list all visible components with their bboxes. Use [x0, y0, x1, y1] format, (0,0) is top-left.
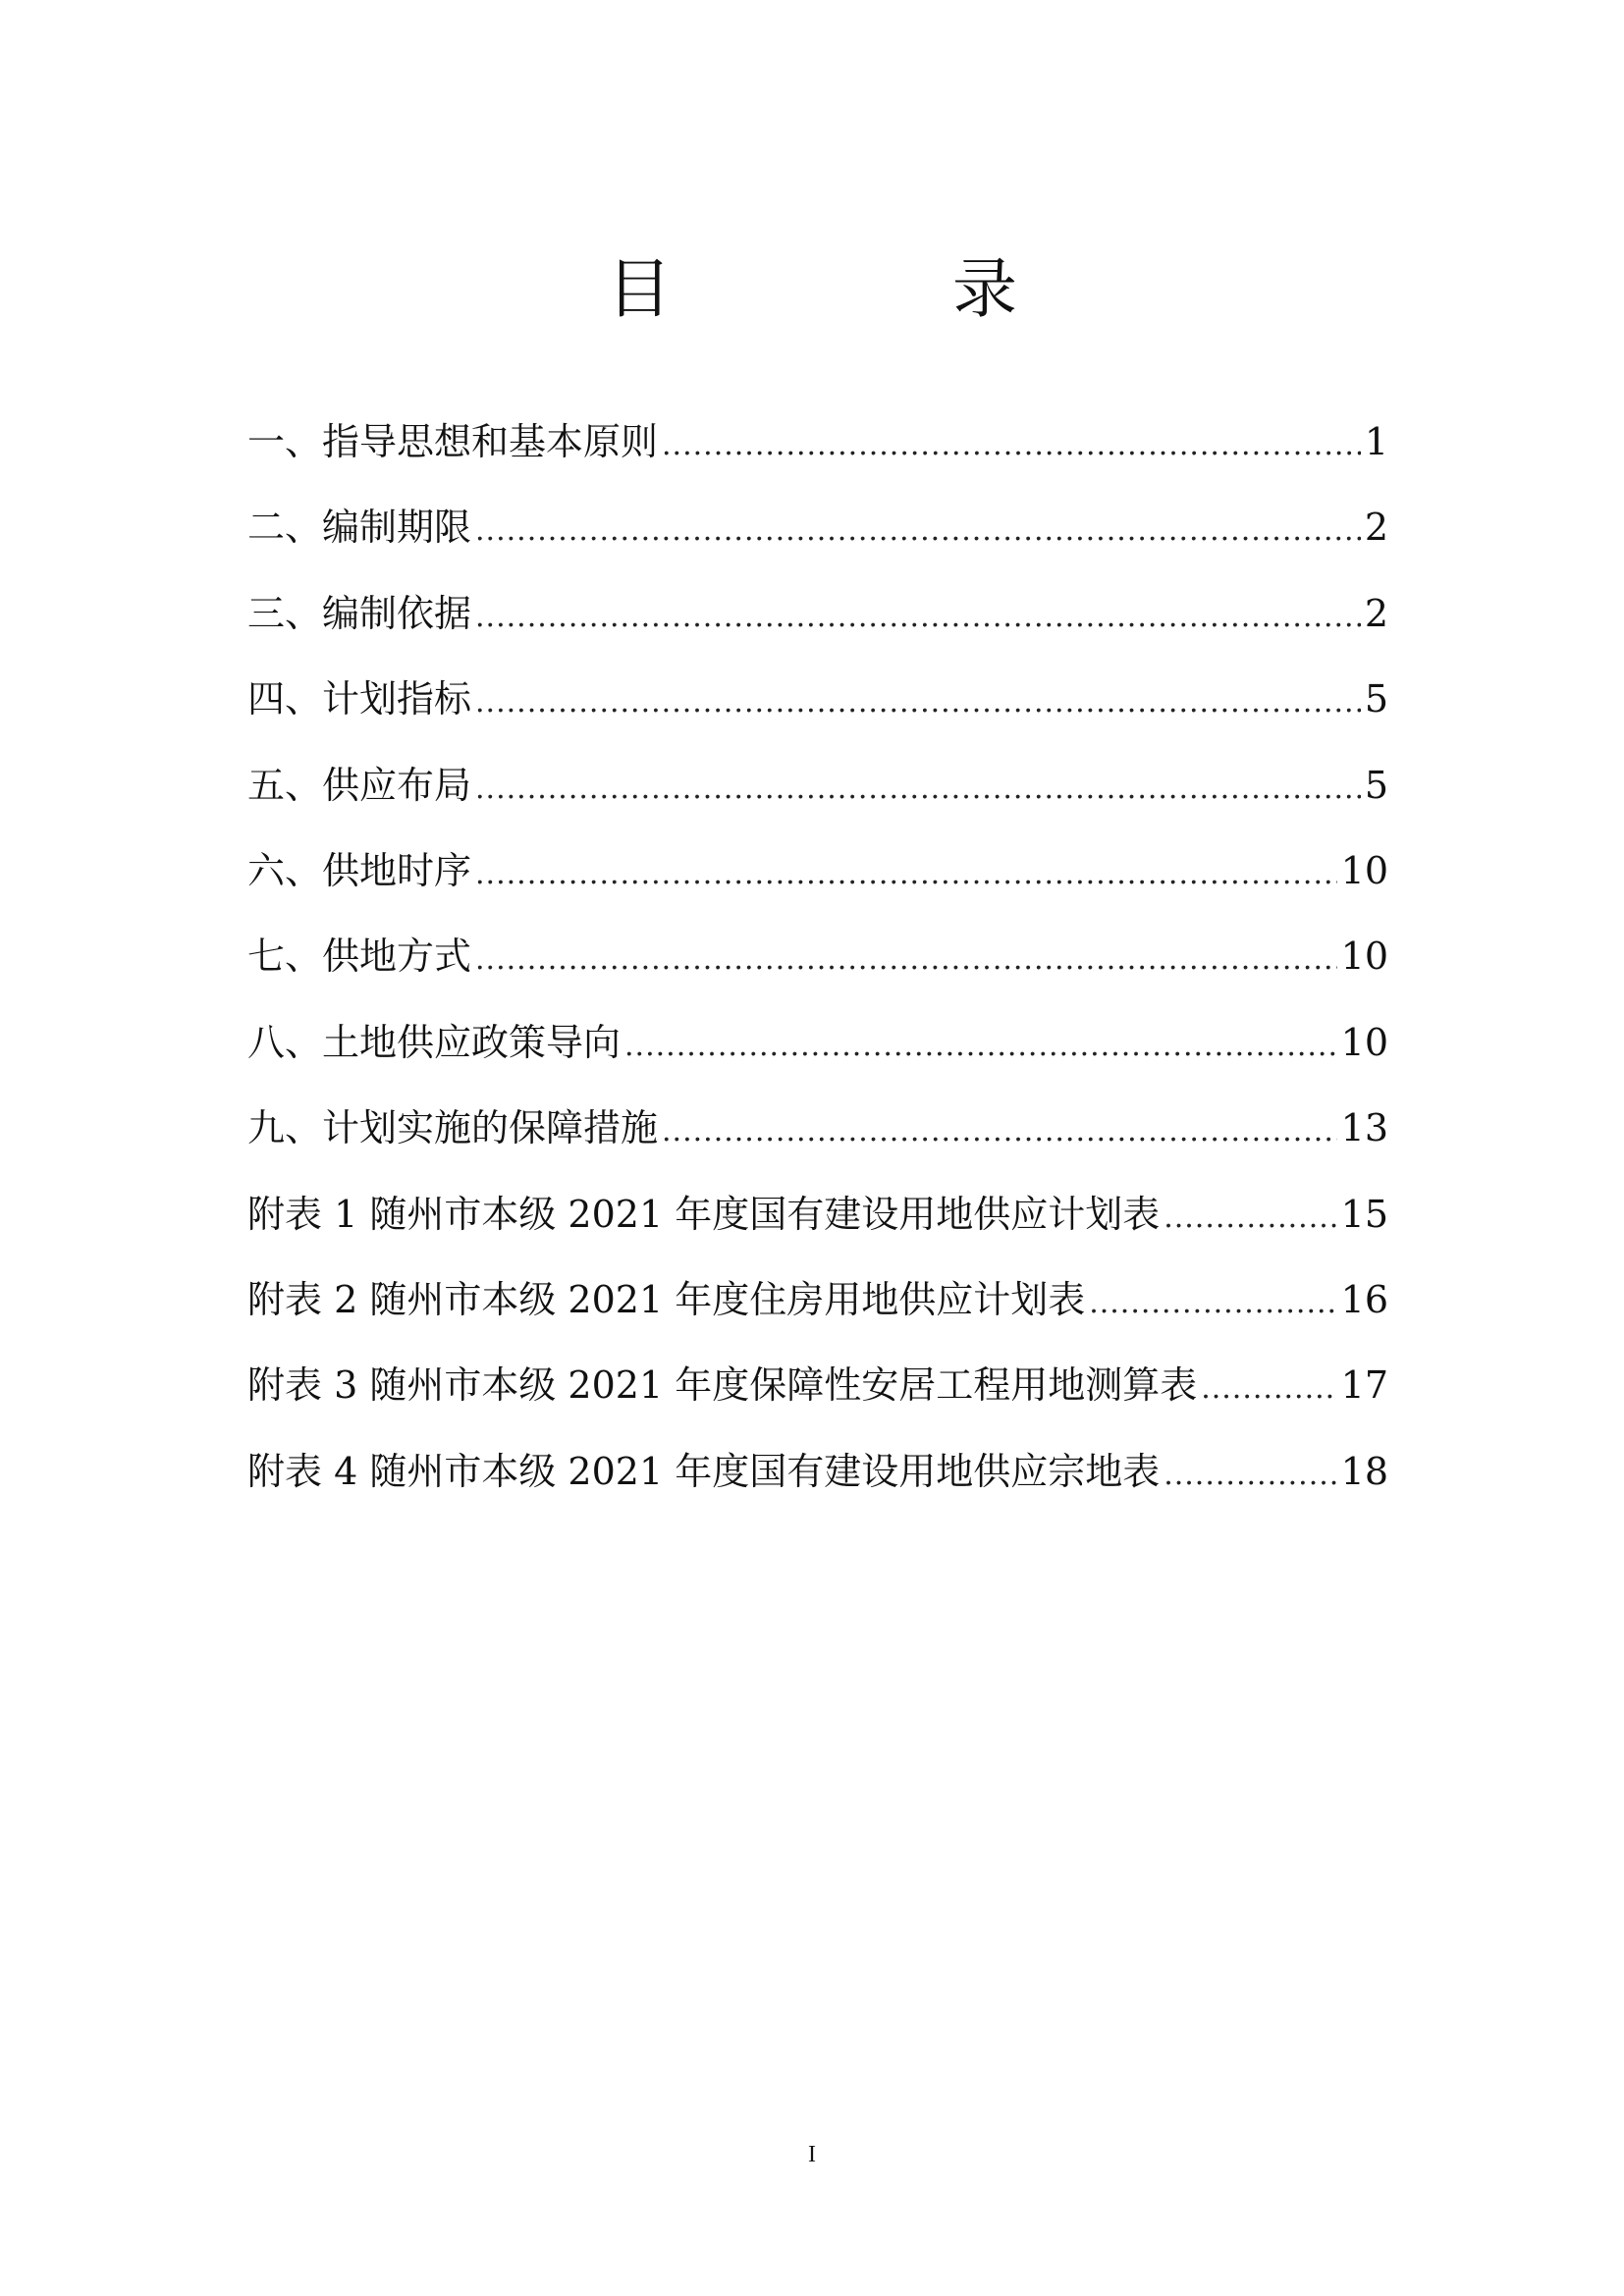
toc-entry-page: 13 — [1340, 1106, 1388, 1150]
toc-dot-leader — [1164, 1446, 1336, 1505]
toc-dot-leader — [1164, 1189, 1336, 1248]
toc-dot-leader — [662, 416, 1361, 475]
toc-entry[interactable] — [247, 669, 1388, 755]
toc-entry[interactable] — [247, 841, 1388, 927]
toc-entry[interactable] — [247, 927, 1388, 1012]
toc-entry-label: 九、计划实施的保障措施 — [247, 1106, 659, 1150]
toc-dot-leader — [475, 845, 1337, 904]
page-number: I — [808, 2142, 816, 2167]
toc-entry-label: 三、编制依据 — [247, 591, 472, 635]
toc-entry[interactable] — [247, 1442, 1388, 1527]
toc-entry[interactable] — [247, 1356, 1388, 1441]
toc-entry[interactable] — [247, 498, 1388, 583]
toc-entry-page: 2 — [1364, 591, 1388, 635]
toc-entry[interactable] — [247, 756, 1388, 841]
toc-dot-leader — [1201, 1360, 1336, 1418]
toc-entry-page: 17 — [1340, 1363, 1388, 1408]
toc-entry[interactable] — [247, 1185, 1388, 1270]
page-title: 目 录 — [607, 251, 1125, 327]
toc-entry-page: 5 — [1364, 763, 1388, 807]
toc-entry-page: 5 — [1364, 677, 1388, 721]
toc-entry-page: 15 — [1340, 1192, 1388, 1236]
toc-entry-label: 附表 4 随州市本级 2021 年度国有建设用地供应宗地表 — [247, 1449, 1161, 1493]
table-of-contents — [247, 412, 1388, 1527]
toc-entry-page: 2 — [1364, 506, 1388, 550]
toc-entry-label: 一、指导思想和基本原则 — [247, 420, 659, 463]
toc-entry-label: 附表 1 随州市本级 2021 年度国有建设用地供应计划表 — [247, 1192, 1161, 1236]
toc-entry[interactable] — [247, 1270, 1388, 1356]
toc-entry[interactable] — [247, 412, 1388, 498]
toc-entry[interactable] — [247, 1098, 1388, 1184]
toc-dot-leader — [1089, 1274, 1336, 1333]
toc-entry-label: 二、编制期限 — [247, 506, 472, 550]
toc-entry-page: 16 — [1340, 1277, 1388, 1321]
toc-entry-label: 附表 3 随州市本级 2021 年度保障性安居工程用地测算表 — [247, 1363, 1198, 1408]
toc-entry-label: 七、供地方式 — [247, 934, 472, 979]
toc-dot-leader — [662, 1102, 1337, 1161]
toc-entry-label: 五、供应布局 — [247, 763, 472, 807]
toc-entry[interactable] — [247, 584, 1388, 669]
toc-dot-leader — [475, 502, 1361, 561]
toc-entry-page: 1 — [1364, 420, 1388, 463]
toc-entry[interactable] — [247, 1013, 1388, 1098]
toc-entry-label: 附表 2 随州市本级 2021 年度住房用地供应计划表 — [247, 1277, 1086, 1321]
toc-entry-page: 18 — [1340, 1449, 1388, 1493]
toc-entry-label: 六、供地时序 — [247, 848, 472, 892]
toc-entry-page: 10 — [1340, 848, 1388, 892]
toc-entry-label: 四、计划指标 — [247, 677, 472, 721]
toc-dot-leader — [475, 588, 1361, 647]
toc-entry-page: 10 — [1340, 1020, 1388, 1064]
toc-dot-leader — [475, 760, 1361, 819]
toc-dot-leader — [475, 673, 1361, 732]
toc-dot-leader — [475, 931, 1337, 989]
toc-entry-label: 八、土地供应政策导向 — [247, 1020, 622, 1064]
toc-entry-page: 10 — [1340, 934, 1388, 979]
toc-dot-leader — [624, 1017, 1337, 1076]
